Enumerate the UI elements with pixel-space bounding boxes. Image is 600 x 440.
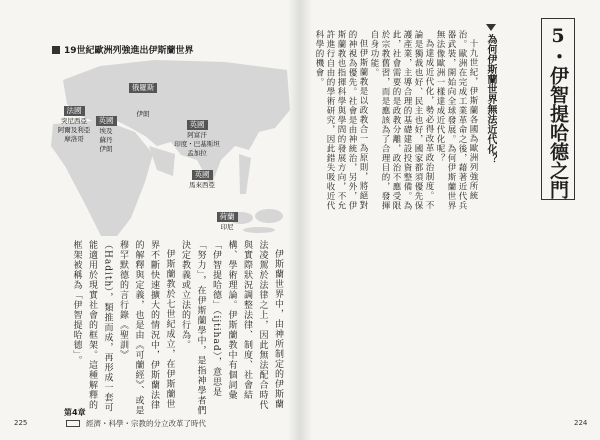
- map-group-britain-south-asia: [165, 112, 229, 158]
- colony-label: 阿富汗: [187, 131, 207, 139]
- paragraph: 但伊斯蘭教是以政教合一為原則，將絕對的神視為優先。社會是由神統治，另外，伊斯蘭教也指揮科學與學問的發展方向，不允許進行自由的學術研究，因此錯失吸收近代科學的機會。: [314, 30, 368, 211]
- colony-label: 埃及: [99, 127, 113, 135]
- colony-label: 印度・巴基斯坦: [174, 140, 220, 148]
- chapter-title: 5・伊智提哈德之門: [547, 25, 569, 199]
- map-group-britain-malaya: [179, 162, 225, 190]
- island-shape: [243, 227, 275, 233]
- power-label: 法國: [64, 106, 85, 116]
- section-heading: 為何伊斯蘭世界無法近代化？: [485, 34, 496, 164]
- power-label: 英國: [96, 116, 117, 126]
- square-marker-icon: [52, 46, 60, 54]
- page-number-left: 225: [14, 419, 28, 427]
- colony-label: 伊朗: [99, 145, 113, 153]
- colony-label: 突尼西亞: [61, 117, 87, 125]
- running-title: 經濟・科學・宗教的分立改革了時代: [86, 419, 206, 428]
- right-page-body: [306, 30, 478, 218]
- page-number-right: 224: [574, 419, 588, 427]
- colony-label: 印尼: [220, 223, 234, 231]
- colony-label: 阿爾及利亞: [57, 126, 91, 134]
- southeast-asia-land: [239, 154, 251, 194]
- colony-label: 伊朗: [136, 110, 150, 118]
- power-label: 英國: [187, 120, 208, 130]
- paragraph: 伊斯蘭世界中，由神所制定的伊斯蘭法凌駕於法律之上，因此無法配合時代與實際狀況調整法律、制度、社會結構、學術理論。伊斯蘭教中有個詞彙「伊智提哈德」（ijtihad），意思是「努力」，在伊斯蘭學中，是指神學者們決定教義或立法的行為。: [180, 240, 283, 416]
- power-label: 荷蘭: [217, 212, 238, 222]
- left-page-body: [55, 240, 285, 416]
- island-shape: [255, 209, 283, 223]
- colony-label: 蘇丹: [99, 136, 113, 144]
- chapter-marker-icon: [66, 420, 80, 427]
- colony-label: 摩洛哥: [64, 135, 84, 143]
- map-group-russia-colony: [130, 110, 156, 119]
- triangle-bullet-icon: [486, 24, 496, 31]
- chapter-title-box: [541, 18, 575, 200]
- power-label: 俄羅斯: [129, 83, 158, 93]
- chapter-label: 第4章: [64, 408, 86, 417]
- paragraph: 伊斯蘭教於七世紀成立，在伊斯蘭世界不斷快速擴大的情況中，伊斯蘭法律的解釋與定義，也是由《可蘭經》、或是穆罕默德的言行錄《聖訓》（Hadith），類推而成，再形成一套可能適用於現實社會的框架。這種解釋的框架被稱為「伊智提哈德」。: [71, 240, 175, 416]
- map-group-netherlands: [207, 204, 247, 232]
- paragraph: 為達成近代化，勢必得改革政治制度。不論是獨裁也好、民主也好，國家都須優先保護產業，主導合理的基礎建設投資整備。為此，社會需要的是政教分離，政治不應受限於宗教舊習，而是應該為了合理目的，發揮自身功能。: [369, 30, 434, 211]
- paragraph: 十九世紀，伊斯蘭各國為歐洲列強所統治。歐洲在完成工業革命之後，藉著近代兵器武裝，開始向全球發展。為何伊斯蘭世界無法像歐洲一樣達成近代化呢？: [435, 30, 478, 211]
- colony-label: 馬來西亞: [189, 181, 215, 189]
- map-title: 19世紀歐洲列強進出伊斯蘭世界: [64, 46, 194, 56]
- colonial-map: [45, 58, 290, 236]
- map-group-britain-africa: [91, 108, 121, 154]
- map-group-russia: [123, 75, 163, 94]
- colony-label: 孟加拉: [187, 149, 207, 157]
- power-label: 英國: [192, 170, 213, 180]
